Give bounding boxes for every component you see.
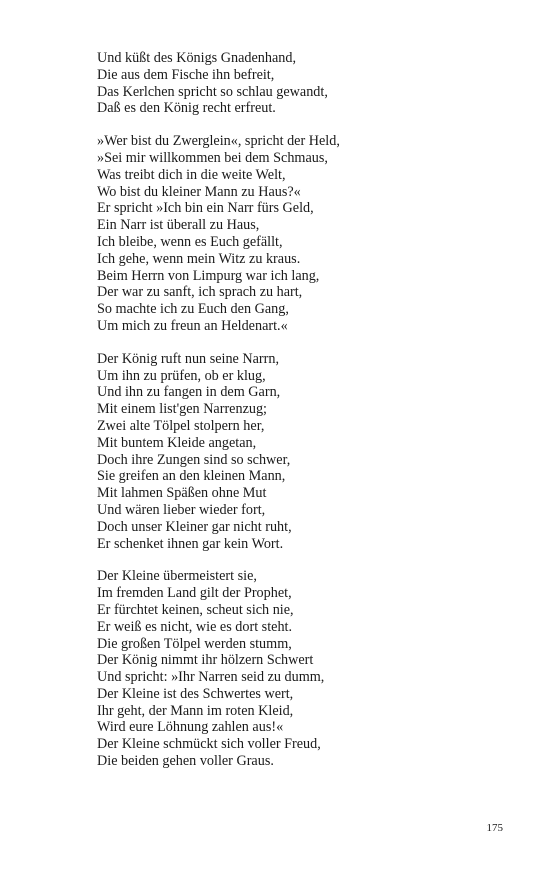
poem-line: Er fürchtet keinen, scheut sich nie, <box>97 601 294 618</box>
poem-line: Mit einem list'gen Narrenzug; <box>97 401 268 418</box>
poem-line: Um mich zu freun an Heldenart.« <box>97 317 288 334</box>
stanza-2 <box>97 133 517 335</box>
poem-line: Ihr geht, der Mann im roten Kleid, <box>97 702 294 719</box>
poem-line: Der Kleine übermeistert sie, <box>97 568 257 585</box>
poem-line: Und wären lieber wieder fort, <box>97 501 266 518</box>
poem-line: Mit lahmen Späßen ohne Mut <box>97 485 267 502</box>
poem-line: Ein Narr ist überall zu Haus, <box>97 217 260 234</box>
poem-line: Und ihn zu fangen in dem Garn, <box>97 384 281 401</box>
poem-line: So machte ich zu Euch den Gang, <box>97 301 289 318</box>
poem-line: Doch unser Kleiner gar nicht ruht, <box>97 518 292 535</box>
poem-line: Sie greifen an den kleinen Mann, <box>97 468 286 485</box>
poem-line: »Sei mir willkommen bei dem Schmaus, <box>97 149 328 166</box>
poem-line: Der König ruft nun seine Narrn, <box>97 350 280 367</box>
stanza-4 <box>97 568 517 770</box>
poem-line: Ich gehe, wenn mein Witz zu kraus. <box>97 250 301 267</box>
poem-line: »Wer bist du Zwerglein«, spricht der Held, <box>97 133 340 150</box>
poem-line: Der Kleine ist des Schwertes wert, <box>97 685 294 702</box>
poem-line: Mit buntem Kleide angetan, <box>97 434 257 451</box>
poem-line: Zwei alte Tölpel stolpern her, <box>97 417 265 434</box>
poem-line: Im fremden Land gilt der Prophet, <box>97 585 292 602</box>
poem-line: Beim Herrn von Limpurg war ich lang, <box>97 267 320 284</box>
poem-line: Das Kerlchen spricht so schlau gewandt, <box>97 83 328 100</box>
poem-line: Wo bist du kleiner Mann zu Haus?« <box>97 183 301 200</box>
poem-line: Was treibt dich in die weite Welt, <box>97 166 286 183</box>
poem-line: Ich bleibe, wenn es Euch gefällt, <box>97 233 283 250</box>
poem-line: Doch ihre Zungen sind so schwer, <box>97 451 291 468</box>
stanza-1 <box>97 50 517 117</box>
poem-line: Der war zu sanft, ich sprach zu hart, <box>97 284 303 301</box>
page-number: 175 <box>486 822 503 834</box>
poem-line: Die aus dem Fische ihn befreit, <box>97 66 275 83</box>
poem-line: Er spricht »Ich bin ein Narr fürs Geld, <box>97 200 314 217</box>
poem-body <box>97 50 517 786</box>
poem-line: Und küßt des Königs Gnadenhand, <box>97 50 296 66</box>
poem-line: Die großen Tölpel werden stumm, <box>97 635 292 652</box>
poem-line: Der Kleine schmückt sich voller Freud, <box>97 736 321 753</box>
poem-line: Wird eure Löhnung zahlen aus!« <box>97 719 284 736</box>
poem-line: Er weiß es nicht, wie es dort steht. <box>97 618 293 635</box>
poem-line: Daß es den König recht erfreut. <box>97 100 276 117</box>
poem-line: Der König nimmt ihr hölzern Schwert <box>97 652 314 669</box>
poem-line: Die beiden gehen voller Graus. <box>97 753 274 770</box>
poem-line: Um ihn zu prüfen, ob er klug, <box>97 367 266 384</box>
poem-line: Und spricht: »Ihr Narren seid zu dumm, <box>97 669 325 686</box>
poem-line: Er schenket ihnen gar kein Wort. <box>97 535 284 552</box>
stanza-3 <box>97 351 517 553</box>
